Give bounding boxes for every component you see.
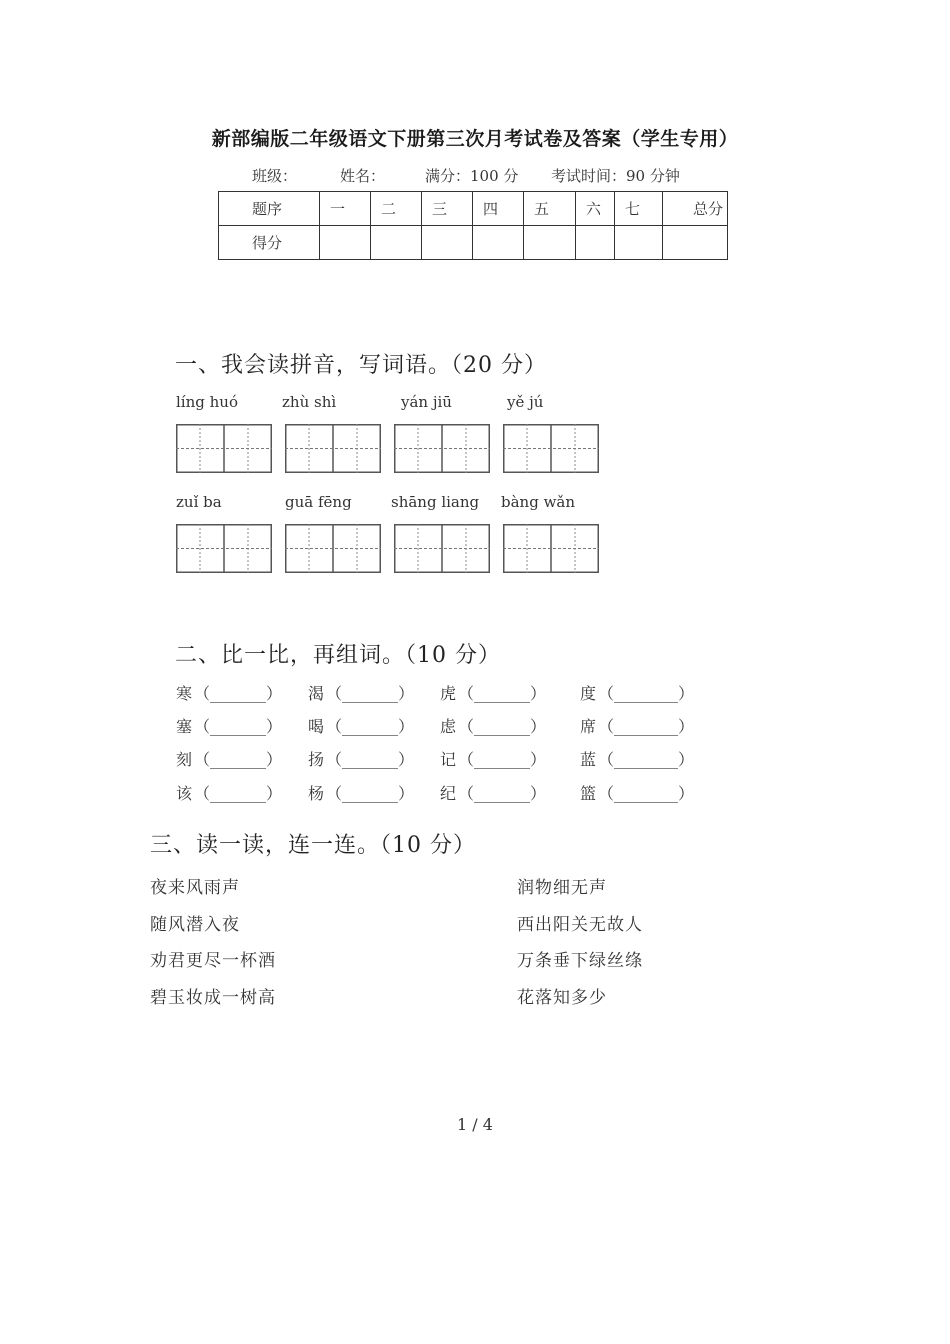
- writing-grid[interactable]: [285, 424, 381, 473]
- score-table-score-row: [219, 226, 728, 260]
- poem-line-left[interactable]: 碧玉妆成一树高: [150, 988, 276, 1008]
- grid-lines: [503, 524, 599, 573]
- pinyin-label: zhù shì: [282, 393, 337, 411]
- page-title: 新部编版二年级语文下册第三次月考试卷及答案（学生专用）: [211, 128, 739, 150]
- compare-char: 篮: [580, 784, 597, 803]
- pinyin-label: líng huó: [176, 393, 238, 411]
- grid-lines: [176, 524, 272, 573]
- word-blank[interactable]: （_______）: [194, 717, 283, 736]
- pinyin-label: zuǐ ba: [176, 493, 222, 511]
- score-cell[interactable]: [371, 226, 422, 260]
- poem-line-right[interactable]: 花落知多少: [517, 988, 607, 1008]
- grid-lines: [285, 524, 381, 573]
- word-blank[interactable]: （_______）: [458, 750, 547, 769]
- poem-line-left[interactable]: 随风潜入夜: [150, 915, 240, 935]
- table-cell: 三: [422, 192, 473, 226]
- word-blank[interactable]: （_______）: [458, 684, 547, 703]
- poem-line-right[interactable]: 润物细无声: [517, 878, 607, 898]
- poem-line-right[interactable]: 西出阳关无故人: [517, 915, 643, 935]
- compare-char: 喝: [308, 717, 325, 736]
- table-cell: 得分: [219, 226, 320, 260]
- word-blank[interactable]: （_______）: [326, 717, 415, 736]
- writing-grid[interactable]: [176, 524, 272, 573]
- table-cell: 题序: [219, 192, 320, 226]
- score-cell[interactable]: [473, 226, 524, 260]
- compare-char: 寒: [176, 684, 193, 703]
- writing-grid[interactable]: [394, 524, 490, 573]
- table-cell: 五: [524, 192, 576, 226]
- grid-lines: [176, 424, 272, 473]
- compare-char: 纪: [440, 784, 457, 803]
- compare-char: 席: [580, 717, 597, 736]
- compare-char: 杨: [308, 784, 325, 803]
- word-blank[interactable]: （_______）: [326, 684, 415, 703]
- score-cell[interactable]: [524, 226, 576, 260]
- compare-char: 渴: [308, 684, 325, 703]
- poem-line-right[interactable]: 万条垂下绿丝绦: [517, 951, 643, 971]
- score-cell[interactable]: [663, 226, 728, 260]
- writing-grid[interactable]: [503, 424, 599, 473]
- table-cell: 二: [371, 192, 422, 226]
- table-cell: 七: [615, 192, 663, 226]
- writing-grid[interactable]: [285, 524, 381, 573]
- writing-grid[interactable]: [394, 424, 490, 473]
- compare-char: 蓝: [580, 750, 597, 769]
- word-blank[interactable]: （_______）: [194, 684, 283, 703]
- word-blank[interactable]: （________）: [598, 684, 695, 703]
- section1-title: 一、我会读拼音，写词语。（20 分）: [175, 353, 547, 378]
- writing-grid[interactable]: [503, 524, 599, 573]
- word-blank[interactable]: （_______）: [458, 784, 547, 803]
- table-cell: 一: [320, 192, 371, 226]
- table-cell: 四: [473, 192, 524, 226]
- class-label: 班级：: [252, 167, 298, 185]
- score-cell[interactable]: [576, 226, 615, 260]
- compare-char: 塞: [176, 717, 193, 736]
- grid-lines: [285, 424, 381, 473]
- exam-time: 考试时间：90 分钟: [551, 167, 680, 185]
- word-blank[interactable]: （_______）: [194, 784, 283, 803]
- poem-line-left[interactable]: 劝君更尽一杯酒: [150, 951, 276, 971]
- word-blank[interactable]: （_______）: [326, 784, 415, 803]
- word-blank[interactable]: （________）: [598, 784, 695, 803]
- name-label: 姓名：: [340, 167, 386, 185]
- full-score: 满分：100 分: [425, 167, 519, 185]
- word-blank[interactable]: （_______）: [326, 750, 415, 769]
- compare-char: 记: [440, 750, 457, 769]
- pinyin-label: yán jiū: [401, 393, 452, 411]
- pinyin-label: yě jú: [507, 393, 544, 411]
- word-blank[interactable]: （________）: [598, 750, 695, 769]
- section2-title: 二、比一比，再组词。（10 分）: [175, 643, 501, 668]
- compare-char: 虑: [440, 717, 457, 736]
- grid-lines: [503, 424, 599, 473]
- score-table: [218, 191, 728, 260]
- pinyin-label: shāng liang: [391, 493, 480, 511]
- section3-title: 三、读一读，连一连。（10 分）: [150, 833, 476, 858]
- score-cell[interactable]: [320, 226, 371, 260]
- score-cell[interactable]: [615, 226, 663, 260]
- grid-lines: [394, 424, 490, 473]
- pinyin-label: guā fēng: [285, 493, 352, 511]
- compare-char: 该: [176, 784, 193, 803]
- table-cell: 总分: [663, 192, 728, 226]
- writing-grid[interactable]: [176, 424, 272, 473]
- table-cell: 六: [576, 192, 615, 226]
- compare-char: 度: [580, 684, 597, 703]
- word-blank[interactable]: （________）: [598, 717, 695, 736]
- compare-char: 刻: [176, 750, 193, 769]
- word-blank[interactable]: （_______）: [458, 717, 547, 736]
- poem-line-left[interactable]: 夜来风雨声: [150, 878, 240, 898]
- compare-char: 扬: [308, 750, 325, 769]
- word-blank[interactable]: （_______）: [194, 750, 283, 769]
- page-number: 1 / 4: [457, 1115, 493, 1134]
- score-table-header-row: [219, 192, 728, 226]
- grid-lines: [394, 524, 490, 573]
- compare-char: 虎: [440, 684, 457, 703]
- score-cell[interactable]: [422, 226, 473, 260]
- pinyin-label: bàng wǎn: [501, 493, 576, 511]
